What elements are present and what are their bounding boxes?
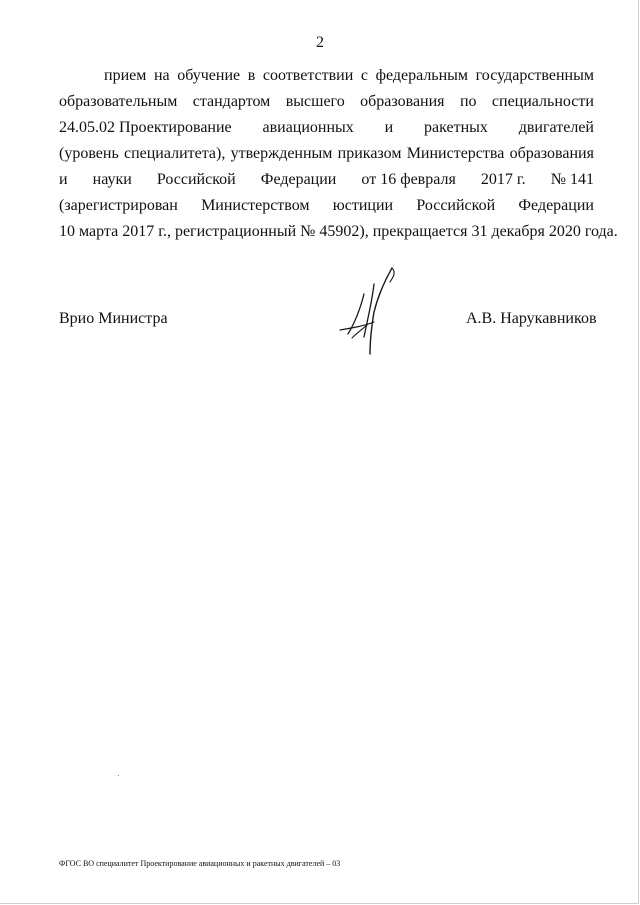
body-line-6	[59, 197, 594, 215]
word: соответствии	[262, 67, 354, 84]
word: образовательным	[59, 93, 178, 110]
body-line-4	[59, 145, 594, 163]
word: авиационных	[262, 119, 354, 136]
word: Министерством	[201, 197, 310, 214]
word: Федерации	[260, 171, 337, 188]
word: Российской	[156, 171, 236, 188]
word: двигателей	[518, 119, 594, 136]
word: приказом	[337, 145, 402, 162]
word: государственным	[475, 67, 594, 84]
word: Российской	[416, 197, 496, 214]
word: с	[360, 67, 368, 84]
body-line-2	[59, 93, 594, 111]
word: образования	[509, 145, 594, 162]
word: образования	[360, 93, 445, 110]
page-number: 2	[316, 34, 324, 51]
word: науки	[92, 171, 132, 188]
scan-speck	[118, 775, 119, 776]
footer-note: ФГОС ВО специалитет Проектирование авиационных и ракетных двигателей – 03	[59, 859, 341, 868]
word: № 141	[550, 171, 594, 188]
word: стандартом	[192, 93, 271, 110]
word: высшего	[285, 93, 345, 110]
body-line-5	[59, 171, 594, 189]
word: на	[153, 67, 170, 84]
word: прием	[104, 67, 147, 84]
word: 24.05.02 Проектирование	[59, 119, 232, 136]
word: федеральным	[375, 67, 469, 84]
signer-title: Врио Министра	[59, 310, 168, 327]
word: и	[384, 119, 394, 136]
signer-name: А.В. Нарукавников	[466, 310, 597, 327]
body-line-1	[59, 67, 594, 85]
word: (зарегистрирован	[59, 197, 178, 214]
word: обучение	[177, 67, 241, 84]
word: от 16 февраля	[361, 171, 456, 188]
word: и	[59, 171, 68, 188]
word: по	[459, 93, 477, 110]
word: ракетных	[424, 119, 488, 136]
body-line-3	[59, 119, 594, 137]
word: (уровень	[59, 145, 119, 162]
word: юстиции	[332, 197, 394, 214]
word: специальности	[491, 93, 594, 110]
word: Федерации	[518, 197, 594, 214]
word: специалитета),	[123, 145, 226, 162]
word: утвержденным	[230, 145, 333, 162]
word: Министерства	[406, 145, 505, 162]
body-line-7: 10 марта 2017 г., регистрационный № 45902), прекращается 31 декабря 2020 года.	[59, 223, 618, 240]
word: 2017 г.	[480, 171, 526, 188]
word: в	[247, 67, 256, 84]
handwritten-signature	[330, 262, 410, 362]
